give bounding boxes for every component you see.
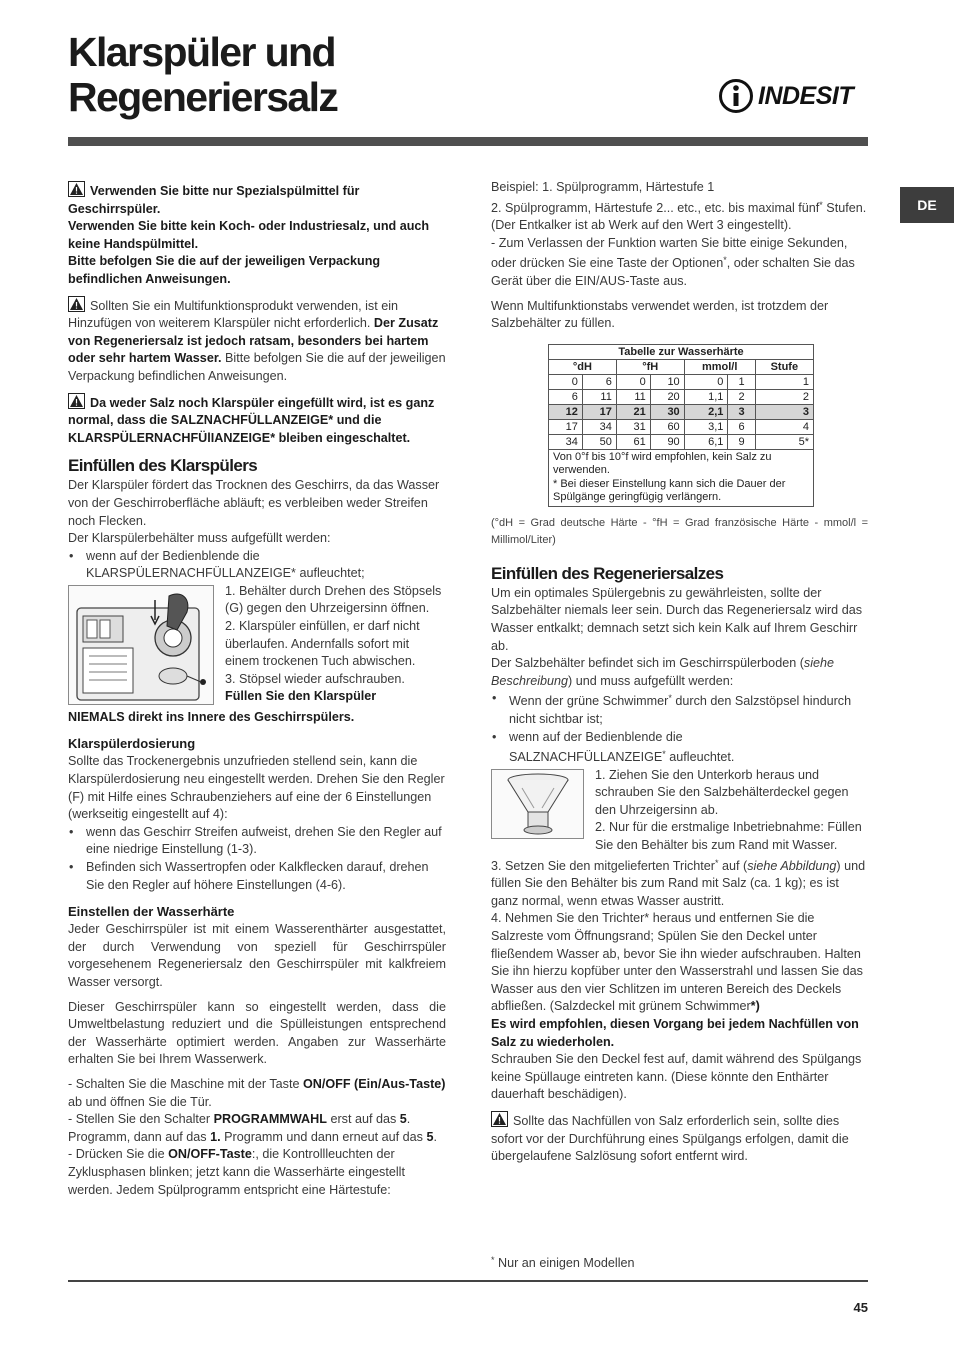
warning-icon [68, 296, 85, 312]
salt-location-c: ) und muss aufgefüllt werden: [568, 673, 734, 688]
hardness-step-3-b: ON/OFF-Taste [168, 1147, 252, 1162]
salt-step-3-c: siehe Abbildung [747, 858, 837, 873]
exit-function-text-b: , oder schalten Sie das Gerät über die EIN/AUS-Taste aus. [491, 256, 855, 288]
table-cell: 11 [616, 389, 650, 404]
salt-step-4-a: 4. Nehmen Sie den Trichter* heraus und entfernen Sie die Salzreste vom Öffnungsrand; Spülen Sie den Deckel unter fließendem Wasser ab, bevor Sie ihn wieder aufschrauben. Halten Sie ihn hierzu kopfüber unter den Wasserstrahl und lassen Sie das Wasser aus den vier Schlitzen im unteren Bereich des Deckels abfließen. (Salzdeckel mit grünem Schwimmer [491, 911, 863, 1014]
salt-step-3-b: auf ( [718, 858, 748, 873]
right-column [491, 179, 868, 1166]
table-cell: 9 [728, 434, 755, 449]
page-number: 45 [853, 1300, 868, 1315]
warning-2-text-c: Bitte befolgen Sie die auf der jeweiligen Verpackung befindlichen Anweisungen. [68, 351, 446, 383]
table-cell: 2 [755, 389, 813, 404]
dosage-bullet-2: • Befinden sich Wassertropfen oder Kalkflecken darauf, drehen Sie den Regler auf höhere Einstellungen (4-6). [68, 859, 446, 894]
rinse-aid-step-3: 3. Stöpsel wieder aufschrauben. [225, 671, 405, 686]
table-cell: 3 [755, 404, 813, 419]
salt-screw-cap-text: Schrauben Sie den Deckel fest auf, damit während des Spülgangs keine Spüllauge eintreten kann. (Diese könnte den Enthärter dauerhaft beschädigen). [491, 1052, 862, 1102]
table-cell: 61 [616, 434, 650, 449]
table-cell: 20 [650, 389, 684, 404]
rinse-aid-step-2: 2. Klarspüler einfüllen, er darf nicht überlaufen. Andernfalls sofort mit einem trockenen Tuch abwischen. [225, 619, 420, 669]
table-cell: 50 [582, 434, 616, 449]
footnote-star: * [723, 255, 727, 266]
hardness-step-2 [68, 1111, 446, 1146]
table-cell: 1 [728, 374, 755, 389]
warning-icon [68, 393, 85, 409]
page-title [68, 30, 337, 120]
left-column [68, 181, 446, 1199]
salt-step-3-a: 3. Setzen Sie den mitgelieferten Trichter [491, 858, 716, 873]
table-cell: 12 [549, 404, 583, 419]
rinse-aid-bullet [68, 548, 446, 583]
warning-1-line-2: Verwenden Sie bitte kein Koch- oder Industriesalz, und auch keine Handspülmittel. [68, 219, 430, 251]
footer-divider [68, 1280, 868, 1282]
salt-location-b: siehe Beschreibung [491, 656, 835, 688]
example-line-2-a: 2. Spülprogramm, Härtestufe 2... etc., etc. bis maximal fünf [491, 200, 820, 215]
salt-bullet-2 [491, 729, 868, 767]
salt-location-a: Der Salzbehälter befindet sich im Geschirrspülerboden ( [491, 656, 804, 671]
salt-step-4 [491, 910, 868, 1016]
factory-setting-note: (Der Entkalker ist ab Werk auf den Wert 3 eingestellt). [491, 218, 792, 233]
salt-location [491, 655, 868, 690]
table-row [549, 419, 814, 434]
table-header: Stufe [755, 359, 813, 374]
hardness-step-2-h: 5 [426, 1129, 434, 1144]
salt-bullet-2-a: wenn auf der Bedienblende die [509, 729, 683, 744]
dispenser-drawing [69, 586, 213, 704]
salt-bullet-1-a: Wenn der grüne Schwimmer [509, 694, 669, 709]
exit-function-text-a: - Zum Verlassen der Funktion warten Sie bitte einige Sekunden, oder drücken Sie eine Taste der Optionen [491, 235, 848, 271]
hardness-text-1: Jeder Geschirrspüler ist mit einem Wasserenthärter ausgestattet, der durch Verwendung von speziell für Geschirrspüler vorgesehenem Regeneriersalz den Geschirrspüler mit kalkfreiem Wasser versorgt. [68, 922, 446, 989]
table-cell: 34 [549, 434, 583, 449]
salt-bullet-1 [491, 690, 868, 728]
footnote-star: * [715, 857, 719, 868]
footnote-star: * [819, 199, 823, 210]
hardness-step-2-d: 5 [399, 1112, 407, 1127]
multifunction-tabs-note: Wenn Multifunktionstabs verwendet werden, ist trotzdem der Salzbehälter zu füllen. [491, 298, 829, 331]
hardness-units-legend: (°dH = Grad deutsche Härte - °fH = Grad französische Härte - mmol/l = Millimol/Liter) [491, 516, 868, 546]
footnote-mark: * [491, 1255, 495, 1265]
table-note-1: Von 0°f bis 10°f wird empfohlen, kein Salz zu verwenden. [553, 450, 772, 477]
hardness-step-1 [68, 1076, 446, 1111]
example-line-2 [491, 197, 868, 218]
rinse-aid-bullet-text: wenn auf der Bedienblende die [86, 548, 260, 563]
table-row [549, 374, 814, 389]
table-row [549, 389, 814, 404]
table-header: mmol/l [684, 359, 755, 374]
table-cell: 31 [616, 419, 650, 434]
example-line-2-b: Stufen. [822, 200, 867, 215]
salt-step-3-d: ) und füllen Sie den Behälter bis zum Rand mit Salz (ca. 1 kg); es ist ganz normal, wenn etwas Wasser austritt. [491, 858, 866, 908]
table-cell: 6 [582, 374, 616, 389]
page-title-line-1: Klarspüler und [68, 29, 335, 75]
table-cell: 60 [650, 419, 684, 434]
rinse-aid-step-4: Füllen Sie den Klarspüler [225, 689, 377, 704]
warning-icon [491, 1111, 508, 1127]
table-note-2: * Bei dieser Einstellung kann sich die Dauer der Spülgänge geringfügig verlängern. [553, 477, 786, 504]
rinse-aid-bullet-text-2: KLARSPÜLERNACHFÜLLANZEIGE* aufleuchtet; [86, 566, 365, 581]
warning-1-line-3: Bitte befolgen Sie die auf der jeweiligen Verpackung befindlichen Anweisungen. [68, 254, 381, 286]
rinse-aid-step-4-cont: NIEMALS direkt ins Innere des Geschirrspülers. [68, 709, 355, 724]
warning-icon [68, 181, 85, 197]
salt-funnel-illustration [491, 769, 584, 839]
table-cell: 0 [549, 374, 583, 389]
table-cell: 1,1 [684, 389, 728, 404]
hardness-step-3 [68, 1146, 446, 1199]
table-cell: 6 [549, 389, 583, 404]
warning-block-3 [68, 393, 446, 448]
footnote-star: * [662, 749, 666, 760]
table-cell: 17 [549, 419, 583, 434]
warning-block-2 [68, 296, 446, 386]
hardness-step-2-c: erst auf das [326, 1112, 400, 1127]
table-cell: 10 [650, 374, 684, 389]
table-cell: 6,1 [684, 434, 728, 449]
hardness-step-2-e: . Programm, dann auf das [68, 1112, 411, 1144]
brand-logo-word: INDESIT [758, 81, 854, 110]
table-cell: 5* [755, 434, 813, 449]
hardness-step-1-b: ON/OFF (Ein/Aus-Taste) [302, 1076, 446, 1091]
rinse-aid-dispenser-illustration [68, 585, 214, 705]
brand-logo [718, 78, 868, 114]
warning-block-1 [68, 181, 446, 289]
salt-step-4-b: *) [750, 999, 760, 1014]
water-hardness-table [548, 344, 814, 507]
salt-intro: Um ein optimales Spülergebnis zu gewährleisten, sollte der Salzbehälter niemals leer sein. Durch das Regeneriersalz wird das Wasser entkalkt; demnach setzt sich kein Kalk auf Ihrem Geschirr ab. [491, 585, 862, 653]
funnel-drawing [492, 770, 583, 838]
hardness-step-2-f: 1. [210, 1129, 221, 1144]
salt-warning [491, 1111, 868, 1166]
table-cell: 17 [582, 404, 616, 419]
salt-recommendation: Es wird empfohlen, diesen Vorgang bei jedem Nachfüllen von Salz zu wiederholen. [491, 1017, 859, 1049]
table-cell: 30 [650, 404, 684, 419]
table-title: Tabelle zur Wasserhärte [549, 344, 814, 359]
table-cell: 2,1 [684, 404, 728, 419]
table-cell: 0 [616, 374, 650, 389]
footnote-star: * [668, 693, 672, 704]
table-row-highlighted [549, 404, 814, 419]
table-header: °dH [549, 359, 617, 374]
salt-step-3 [491, 855, 868, 911]
table-cell: 3 [728, 404, 755, 419]
table-cell: 34 [582, 419, 616, 434]
hardness-step-2-b: PROGRAMMWAHL [213, 1112, 327, 1127]
warning-3-text: Da weder Salz noch Klarspüler eingefüllt wird, ist es ganz normal, dass die SALZNACHFÜLLANZEIGE* und die KLARSPÜLERNACHFÜlIANZEIGE* bleiben eingeschaltet. [68, 395, 435, 445]
page-title-line-2: Regeneriersalz [68, 74, 338, 120]
hardness-text-2: Dieser Geschirrspüler kann so eingestellt werden, dass die Umweltbelastung reduziert und die Spülleistungen entsprechend der Wasserhärte optimiert werden. Angaben zur Wasserhärte erhalten Sie bei Ihrem Wasserwerk. [68, 999, 446, 1067]
warning-2-text-a: Sollten Sie ein Multifunktionsprodukt verwenden, ist ein Hinzufügen von weiterem Klarspüler nicht erforderlich. [68, 298, 399, 331]
hardness-step-2-i: . [433, 1129, 437, 1144]
example-line-1: Beispiel: 1. Spülprogramm, Härtestufe 1 [491, 180, 715, 194]
table-cell: 21 [616, 404, 650, 419]
section-heading-water-hardness: Einstellen der Wasserhärte [68, 904, 235, 920]
table-cell: 2 [728, 389, 755, 404]
salt-bullet-2-c: aufleuchtet. [665, 750, 735, 765]
table-cell: 90 [650, 434, 684, 449]
table-cell: 6 [728, 419, 755, 434]
brand-logo-mark-icon [718, 78, 754, 114]
salt-bullet-2-b: SALZNACHFÜLLANZEIGE [509, 750, 663, 765]
header-divider [68, 137, 868, 146]
salt-warning-text: Sollte das Nachfüllen von Salz erforderlich sein, sollte dies sofort vor der Durchführung eines Spülgangs erfolgen, damit die übergelaufene Salzlösung sofort entfernt wird. [491, 1113, 849, 1164]
dosage-bullet-1: • wenn das Geschirr Streifen aufweist, drehen Sie den Regler auf eine niedrige Einstellung (1-3). [68, 824, 446, 859]
dosage-text: Sollte das Trockenergebnis unzufrieden stellend sein, kann die Klarspülerdosierung neu eingestellt werden. Drehen Sie den Regler (F) mit Hilfe eines Schraubenziehers auf eine der 6 Einstellungen (werkseitig eingestellt auf 4): [68, 754, 445, 822]
section-heading-dosage: Klarspülerdosierung [68, 736, 196, 752]
hardness-step-3-a: - Drücken Sie die [68, 1147, 169, 1162]
footnote [491, 1255, 635, 1270]
warning-2-text-b: Der Zusatz von Regeneriersalz ist jedoch ratsam, besonders bei hartem oder sehr hartem Wasser. [68, 316, 439, 366]
table-header: °fH [616, 359, 684, 374]
table-row [549, 434, 814, 449]
table-cell: 3,1 [684, 419, 728, 434]
rinse-aid-fill-when: Der Klarspülerbehälter muss aufgefüllt werden: [68, 531, 331, 546]
hardness-step-2-a: - Stellen Sie den Schalter [68, 1112, 214, 1127]
section-heading-rinse-aid: Einfüllen des Klarspülers [68, 456, 258, 476]
table-cell: 4 [755, 419, 813, 434]
rinse-aid-step-1: 1. Behälter durch Drehen des Stöpsels (G) gegen den Uhrzeigersinn öffnen. [225, 583, 442, 616]
salt-step-1: 1. Ziehen Sie den Unterkorb heraus und schrauben Sie den Salzbehälterdeckel gegen den Uhrzeigersinn ab. [595, 767, 849, 817]
section-heading-salt: Einfüllen des Regeneriersalzes [491, 563, 724, 583]
salt-step-2: 2. Nur für die erstmalige Inbetriebnahme: Füllen Sie den Behälter bis zum Rand mit Wasser. [595, 820, 862, 853]
salt-bullet-1-b: durch den Salzstöpsel hindurch nicht sichtbar ist; [509, 694, 852, 726]
language-tab: DE [900, 187, 954, 223]
table-note [549, 449, 814, 506]
table-cell: 1 [755, 374, 813, 389]
hardness-step-2-g: Programm und dann erneut auf das [220, 1129, 427, 1144]
table-cell: 11 [582, 389, 616, 404]
footnote-text: Nur an einigen Modellen [498, 1256, 635, 1270]
hardness-step-3-c: :, die Kontrollleuchten der Zyklusphasen blinken; jetzt kann die Wasserhärte eingestellt werden. Jedem Spülprogramm entspricht eine Härtestufe: [68, 1147, 405, 1197]
hardness-step-1-c: ab und öffnen Sie die Tür. [68, 1094, 212, 1109]
exit-function-text [491, 235, 868, 291]
warning-1-line-1: Verwenden Sie bitte nur Spezialspülmittel für Geschirrspüler. [68, 184, 360, 216]
rinse-aid-intro: Der Klarspüler fördert das Trocknen des Geschirrs, da das Wasser von der Geschirroberfläche abläuft; es verbleiben weder Streifen noch Flecken. [68, 478, 440, 528]
table-cell: 0 [684, 374, 728, 389]
hardness-step-1-a: - Schalten Sie die Maschine mit der Taste [68, 1076, 303, 1091]
